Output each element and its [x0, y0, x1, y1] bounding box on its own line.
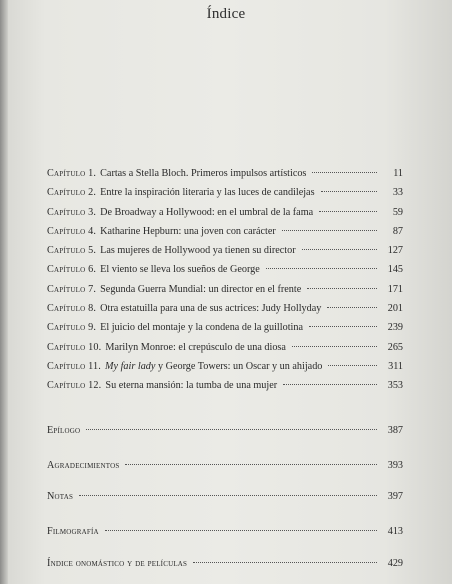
page-number: 171	[387, 283, 403, 295]
toc-entry-chapter-5	[47, 241, 403, 260]
chapter-label: Capítulo 3.	[47, 206, 97, 218]
section-label: Notas	[47, 491, 74, 502]
page-number: 127	[387, 245, 403, 257]
page-number: 59	[392, 206, 403, 218]
chapter-label: Capítulo 6.	[47, 264, 97, 276]
dot-leader	[79, 495, 377, 496]
page-number: 11	[393, 168, 403, 179]
page-title: Índice	[206, 6, 246, 22]
chapter-label: Capítulo 1.	[47, 168, 97, 179]
chapter-label: Capítulo 5.	[47, 245, 97, 257]
page-number: 87	[392, 225, 403, 237]
dot-leader	[309, 326, 377, 327]
page-number: 387	[387, 425, 403, 436]
bleed-through-text	[150, 32, 320, 46]
page-number: 353	[387, 380, 403, 392]
dot-leader	[266, 268, 377, 269]
toc-entry-filmografia	[47, 525, 403, 539]
chapter-title: Otra estatuilla para una de sus actrices: Judy Hollyday	[100, 303, 322, 315]
page-number: 429	[387, 558, 403, 569]
page-number: 393	[387, 460, 403, 471]
chapter-title: Entre la inspiración literaria y las luces de candilejas	[100, 187, 315, 199]
film-title-italic: My fair lady	[105, 360, 156, 372]
dot-leader	[193, 562, 377, 563]
toc-entry-agradecimientos	[47, 459, 403, 473]
toc-entry-chapter-4	[47, 222, 403, 241]
toc-entry-chapter-10	[47, 338, 403, 357]
chapter-list	[47, 164, 403, 396]
chapter-title: Marilyn Monroe: el crepúsculo de una diosa	[105, 341, 286, 353]
dot-leader	[125, 464, 377, 465]
chapter-label: Capítulo 2.	[47, 187, 97, 199]
chapter-title: El juicio del montaje y la condena de la guillotina	[100, 322, 303, 334]
dot-leader	[302, 249, 377, 250]
page-number: 311	[388, 360, 403, 372]
dot-leader	[321, 191, 377, 192]
dot-leader	[307, 288, 377, 289]
toc-entry-chapter-12	[47, 376, 403, 395]
dot-leader	[282, 230, 377, 231]
chapter-title: Katharine Hepburn: una joven con carácter	[100, 225, 276, 237]
page-number: 265	[387, 341, 403, 353]
toc-entry-chapter-8	[47, 299, 403, 318]
dot-leader	[312, 172, 377, 173]
chapter-label: Capítulo 9.	[47, 322, 97, 334]
page-number: 145	[387, 264, 403, 276]
toc-entry-chapter-2	[47, 183, 403, 202]
toc-entry-notas	[47, 490, 403, 504]
page-number: 201	[387, 303, 403, 315]
dot-leader	[86, 429, 377, 430]
dot-leader	[292, 346, 377, 347]
chapter-label: Capítulo 12.	[47, 380, 102, 392]
page-number: 239	[387, 322, 403, 334]
dot-leader	[105, 530, 377, 531]
chapter-title-rest: y George Towers: un Oscar y un ahijado	[155, 360, 323, 372]
toc-entry-chapter-7	[47, 280, 403, 299]
chapter-title	[105, 357, 322, 376]
chapter-label: Capítulo 10.	[47, 341, 102, 353]
section-label: Filmografía	[47, 526, 99, 537]
chapter-label: Capítulo 4.	[47, 225, 97, 237]
toc-entry-chapter-11	[47, 357, 403, 376]
toc-entry-chapter-6	[47, 260, 403, 279]
toc-entry-chapter-9	[47, 318, 403, 337]
chapter-label: Capítulo 11.	[47, 360, 102, 372]
toc-entry-epilogo	[47, 424, 403, 438]
chapter-title: Las mujeres de Hollywood ya tienen su director	[100, 245, 296, 257]
page-number: 413	[387, 526, 403, 537]
chapter-label: Capítulo 8.	[47, 303, 97, 315]
dot-leader	[283, 384, 377, 385]
chapter-title: Segunda Guerra Mundial: un director en el frente	[100, 283, 302, 295]
chapter-title: Cartas a Stella Bloch. Primeros impulsos artísticos	[100, 168, 307, 179]
page-number: 397	[387, 491, 403, 502]
toc-entry-chapter-3	[47, 203, 403, 222]
dot-leader	[319, 211, 377, 212]
chapter-label: Capítulo 7.	[47, 283, 97, 295]
toc-entry-chapter-1	[47, 164, 403, 183]
chapter-title: Su eterna mansión: la tumba de una mujer	[105, 380, 278, 392]
page-number: 33	[392, 187, 403, 199]
dot-leader	[327, 307, 377, 308]
section-label: Índice onomástico y de películas	[47, 558, 188, 569]
chapter-title: El viento se lleva los sueños de George	[100, 264, 260, 276]
toc-entry-indice-onomastico	[47, 557, 403, 571]
page-gutter-shadow	[0, 0, 8, 584]
dot-leader	[328, 365, 377, 366]
chapter-title: De Broadway a Hollywood: en el umbral de la fama	[100, 206, 314, 218]
section-label: Agradecimientos	[47, 460, 120, 471]
section-label: Epílogo	[47, 425, 81, 436]
